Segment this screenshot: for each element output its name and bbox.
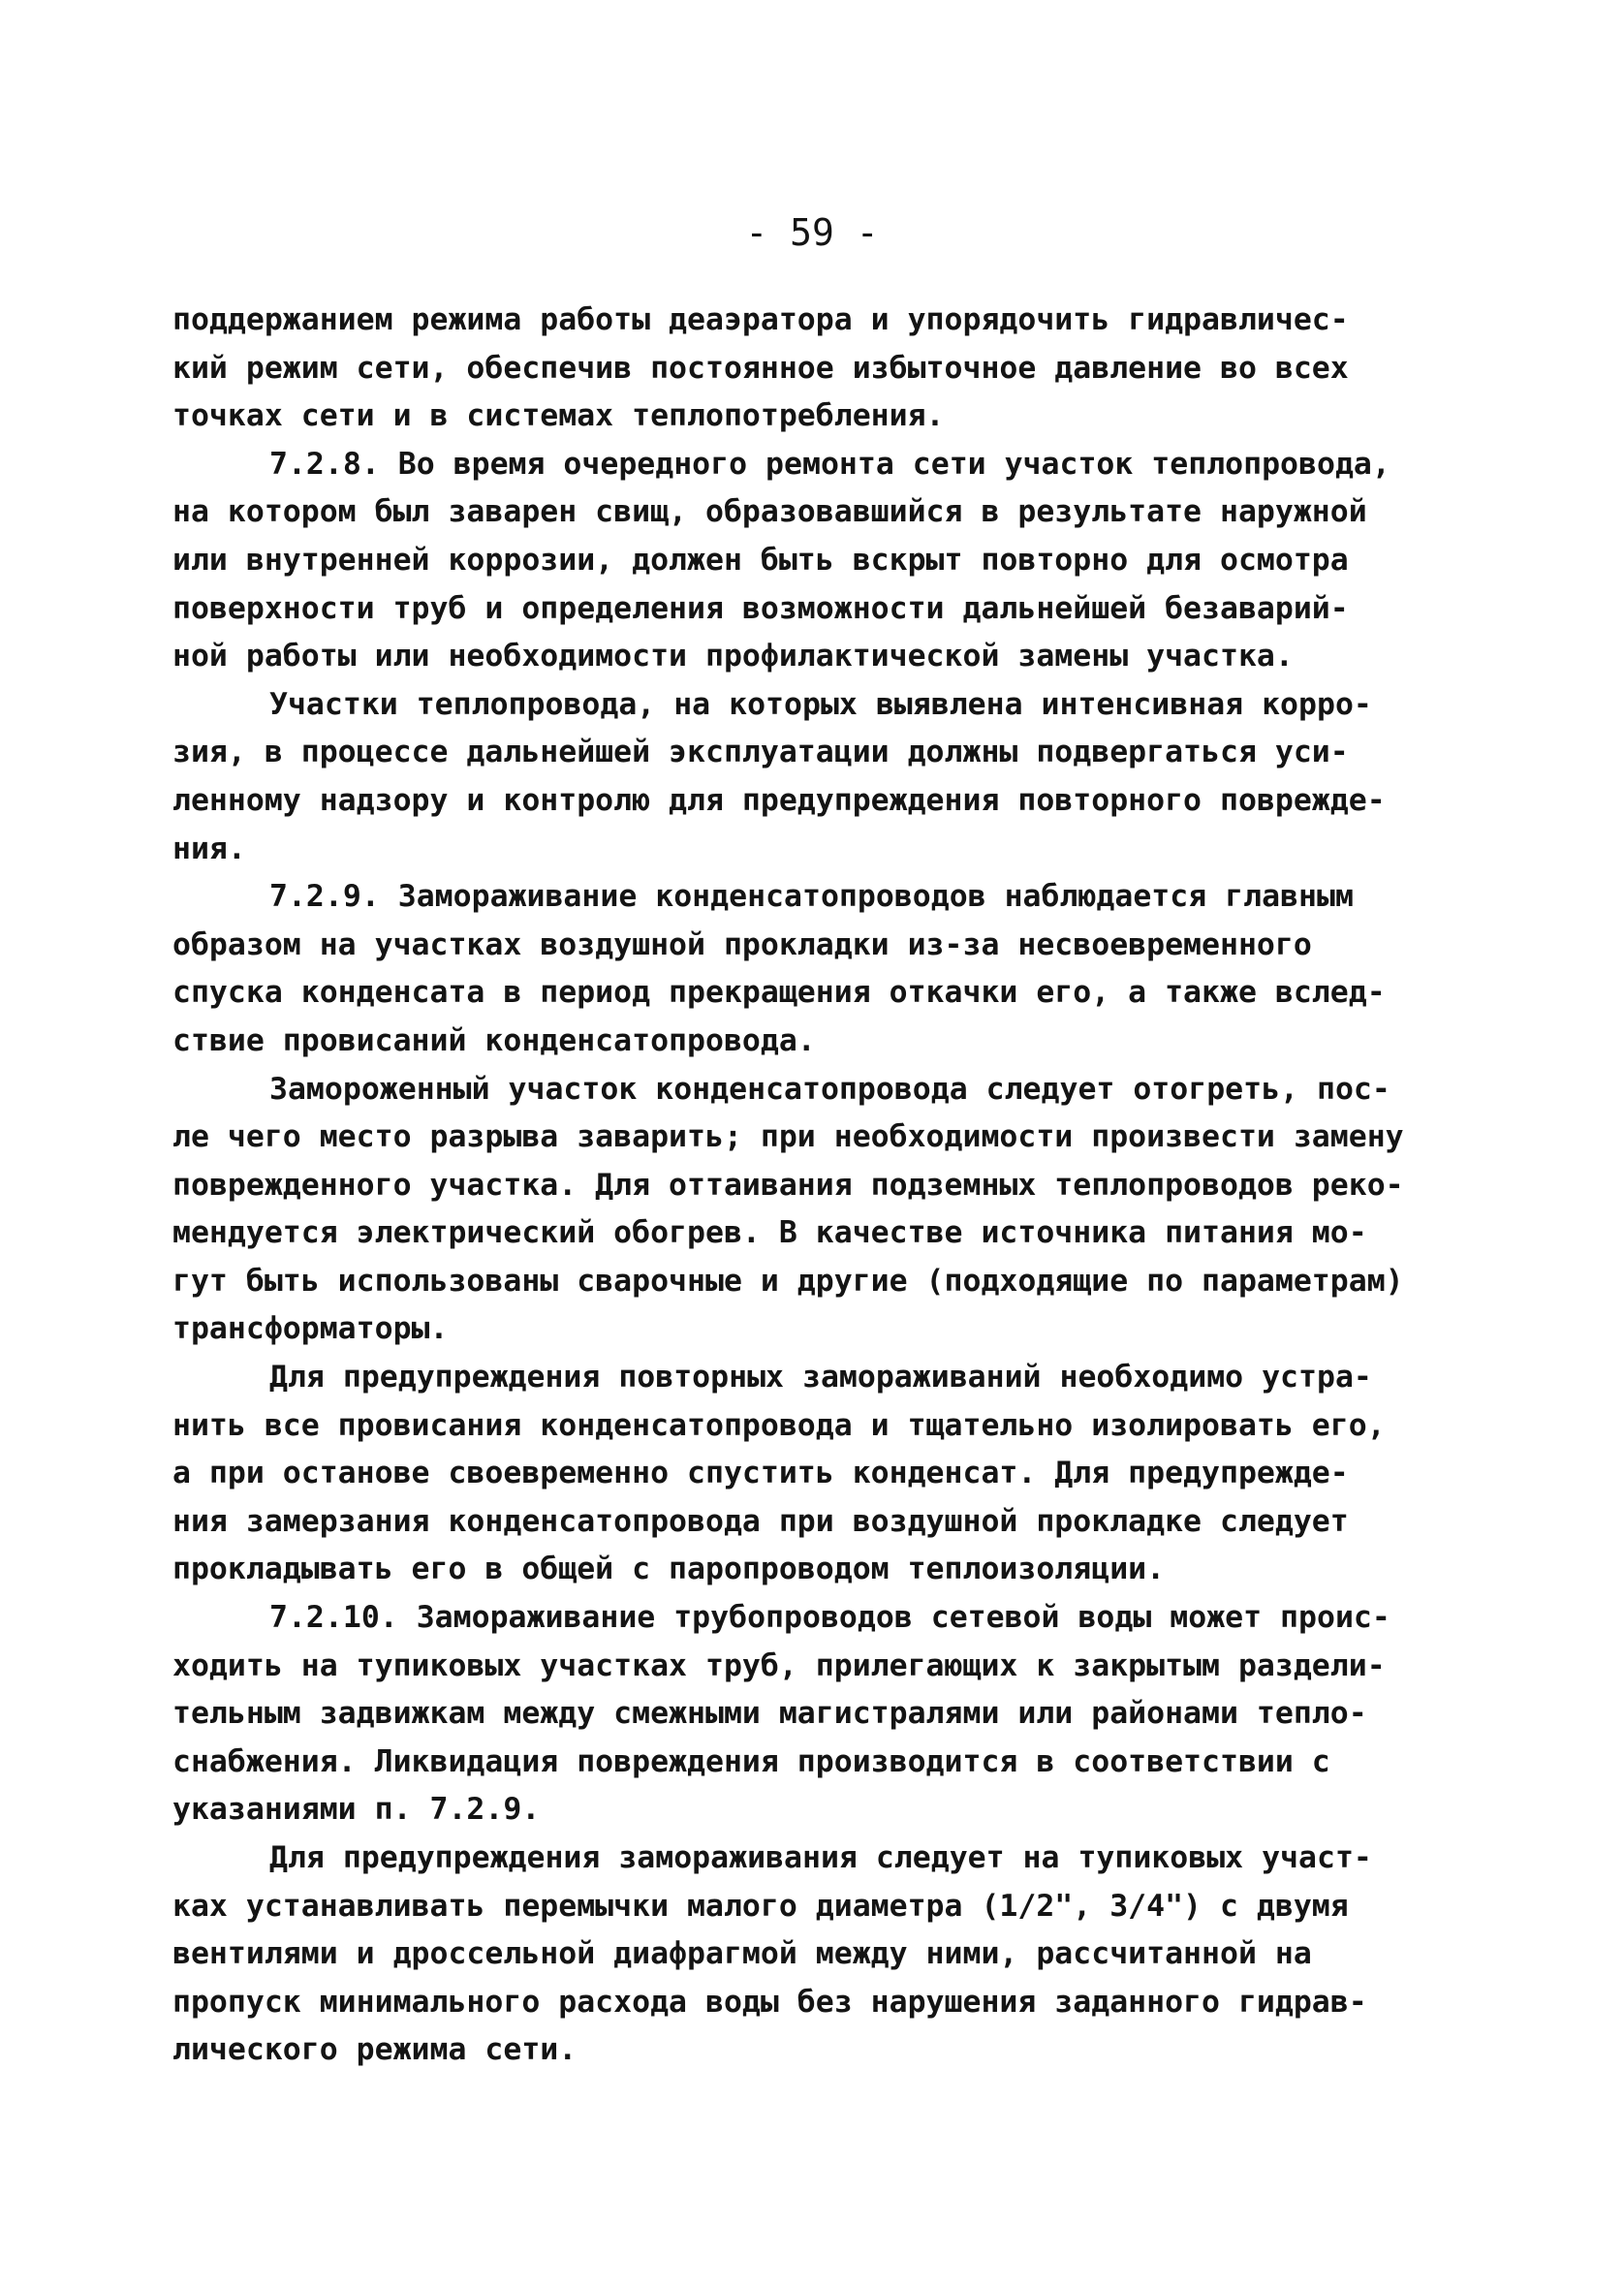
text-line: трансформаторы. xyxy=(172,1311,449,1347)
text-line: лического режима сети. xyxy=(172,2032,578,2068)
text-line: ленному надзору и контролю для предупреждения повторного поврежде- xyxy=(172,782,1386,818)
document-body xyxy=(172,297,1471,2075)
text-line: кий режим сети, обеспечив постоянное избыточное давление во всех xyxy=(172,350,1349,386)
text-line: поврежденного участка. Для оттаивания подземных теплопроводов реко- xyxy=(172,1167,1404,1203)
text-line: ствие провисаний конденсатопровода. xyxy=(172,1022,816,1058)
text-line: или внутренней коррозии, должен быть вскрыт повторно для осмотра xyxy=(172,542,1349,578)
text-line: пропуск минимального расхода воды без нарушения заданного гидрав- xyxy=(172,1984,1367,2020)
text-line: ках устанавливать перемычки малого диаметра (1/2", 3/4") с двумя xyxy=(172,1888,1349,1924)
text-line: гут быть использованы сварочные и другие (подходящие по параметрам) xyxy=(172,1263,1404,1299)
text-line: 7.2.8. Во время очередного ремонта сети участок теплопровода, xyxy=(269,446,1390,482)
text-line: нить все провисания конденсатопровода и тщательно изолировать его, xyxy=(172,1407,1386,1443)
text-line: ходить на тупиковых участках труб, прилегающих к закрытым раздели- xyxy=(172,1647,1386,1683)
text-line: образом на участках воздушной прокладки из-за несвоевременного xyxy=(172,926,1312,962)
text-line: зия, в процессе дальнейшей эксплуатации должны подвергаться уси- xyxy=(172,735,1349,770)
text-line: снабжения. Ликвидация повреждения производится в соответствии с xyxy=(172,1743,1330,1779)
text-line: поддержанием режима работы деаэратора и упорядочить гидравличес- xyxy=(172,302,1349,337)
text-line: указаниями п. 7.2.9. xyxy=(172,1792,541,1828)
text-line: Для предупреждения замораживания следует на тупиковых участ- xyxy=(269,1840,1372,1875)
text-line: а при останове своевременно спустить конденсат. Для предупрежде- xyxy=(172,1456,1349,1491)
text-line: Замороженный участок конденсатопровода следует отогреть, пос- xyxy=(269,1071,1390,1107)
text-line: точках сети и в системах теплопотребления. xyxy=(172,398,945,434)
page-number: - 59 - xyxy=(745,211,879,254)
text-line: спуска конденсата в период прекращения откачки его, а также вслед- xyxy=(172,975,1386,1011)
text-line: Для предупреждения повторных замораживаний необходимо устра- xyxy=(269,1360,1372,1395)
text-line: поверхности труб и определения возможности дальнейшей безаварий- xyxy=(172,590,1349,626)
text-line: ния замерзания конденсатопровода при воздушной прокладке следует xyxy=(172,1503,1349,1539)
text-line: на котором был заварен свищ, образовавшийся в результате наружной xyxy=(172,494,1367,530)
text-line: прокладывать его в общей с паропроводом теплоизоляции. xyxy=(172,1552,1166,1587)
text-line: 7.2.10. Замораживание трубопроводов сетевой воды может проис- xyxy=(269,1600,1390,1636)
text-line: 7.2.9. Замораживание конденсатопроводов наблюдается главным xyxy=(269,879,1354,915)
text-line: ной работы или необходимости профилактической замены участка. xyxy=(172,639,1294,674)
text-line: Участки теплопровода, на которых выявлена интенсивная корро- xyxy=(269,686,1372,722)
text-line: тельным задвижкам между смежными магистралями или районами тепло- xyxy=(172,1696,1367,1732)
text-line: мендуется электрический обогрев. В качестве источника питания мо- xyxy=(172,1215,1367,1251)
text-line: ле чего место разрыва заварить; при необходимости произвести замену xyxy=(172,1119,1404,1155)
text-line: ния. xyxy=(172,831,246,866)
text-line: вентилями и дроссельной диафрагмой между ними, рассчитанной на xyxy=(172,1936,1312,1972)
